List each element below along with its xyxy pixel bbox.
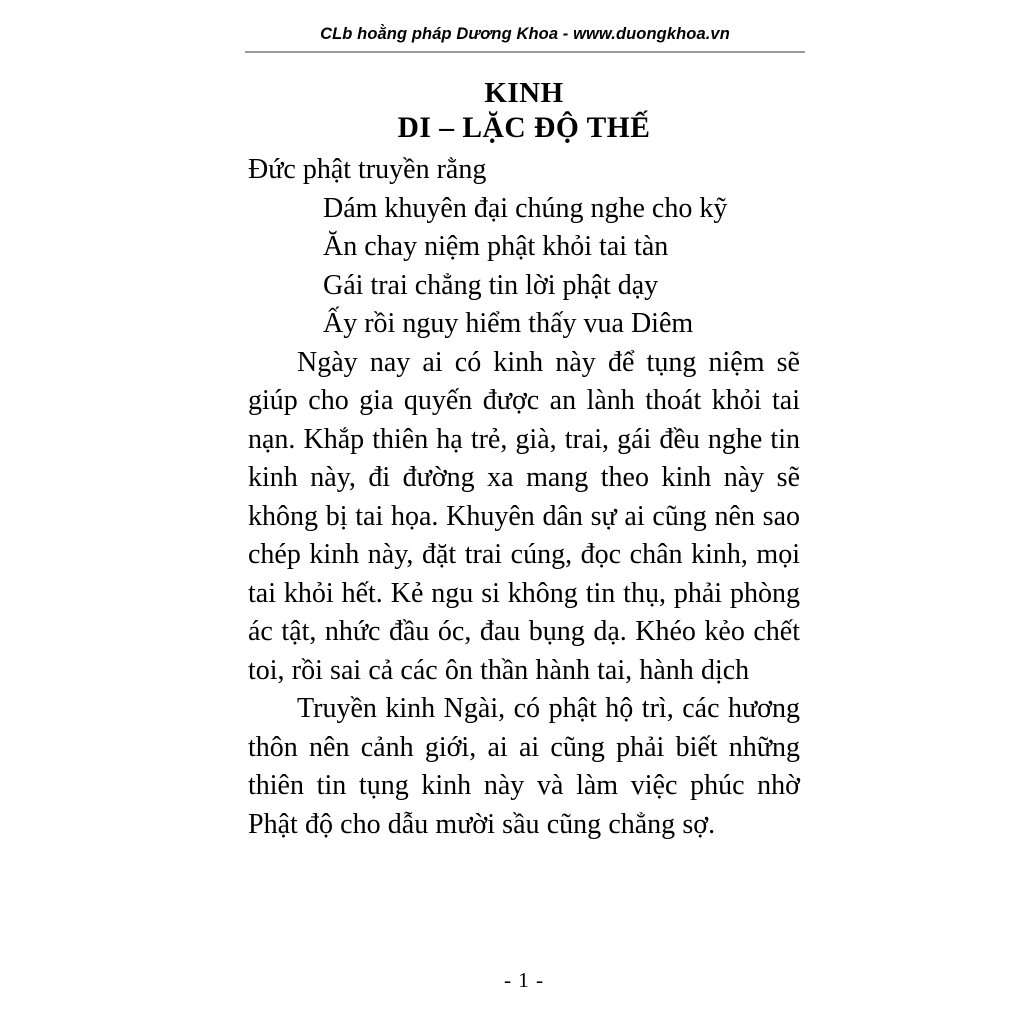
- title-line-secondary: DI – LẶC ĐỘ THẾ: [397, 112, 651, 144]
- header-divider: [245, 51, 805, 53]
- document-title: [248, 76, 800, 146]
- running-header: [245, 25, 805, 44]
- title-line-primary: KINH: [484, 77, 564, 109]
- verse-line: Dám khuyên đại chúng nghe cho kỹ: [323, 192, 728, 224]
- running-header-text: CLb hoằng pháp Dương Khoa - www.duongkhoa.vn: [320, 25, 730, 43]
- body-text: [248, 151, 800, 844]
- lead-line: Đức phật truyền rằng: [248, 154, 487, 185]
- verse-line: Ăn chay niệm phật khỏi tai tàn: [323, 231, 669, 262]
- verse-line: Ấy rồi nguy hiểm thấy vua Diêm: [323, 308, 694, 339]
- verse-block: [248, 190, 800, 344]
- page-footer: [248, 968, 800, 993]
- body-paragraph: Truyền kinh Ngài, có phật hộ trì, các hương thôn nên cảnh giới, ai ai cũng phải biết những thiên tin tụng kinh này và làm việc phúc nhờ Phật độ cho dẫu mười sầu cũng chẳng sợ.: [248, 693, 800, 840]
- body-paragraph: Ngày nay ai có kinh này để tụng niệm sẽ giúp cho gia quyến được an lành thoát khỏi tai nạn. Khắp thiên hạ trẻ, già, trai, gái đều nghe tin kinh này, đi đường xa mang theo kinh này sẽ không bị tai họa. Khuyên dân sự ai cũng nên sao chép kinh này, đặt trai cúng, đọc chân kinh, mọi tai khỏi hết. Kẻ ngu si không tin thụ, phải phòng ác tật, nhức đầu óc, đau bụng dạ. Khéo kẻo chết toi, rồi sai cả các ôn thần hành tai, hành dịch: [248, 346, 800, 686]
- verse-line: Gái trai chẳng tin lời phật dạy: [323, 269, 659, 301]
- page-number: - 1 -: [504, 968, 544, 992]
